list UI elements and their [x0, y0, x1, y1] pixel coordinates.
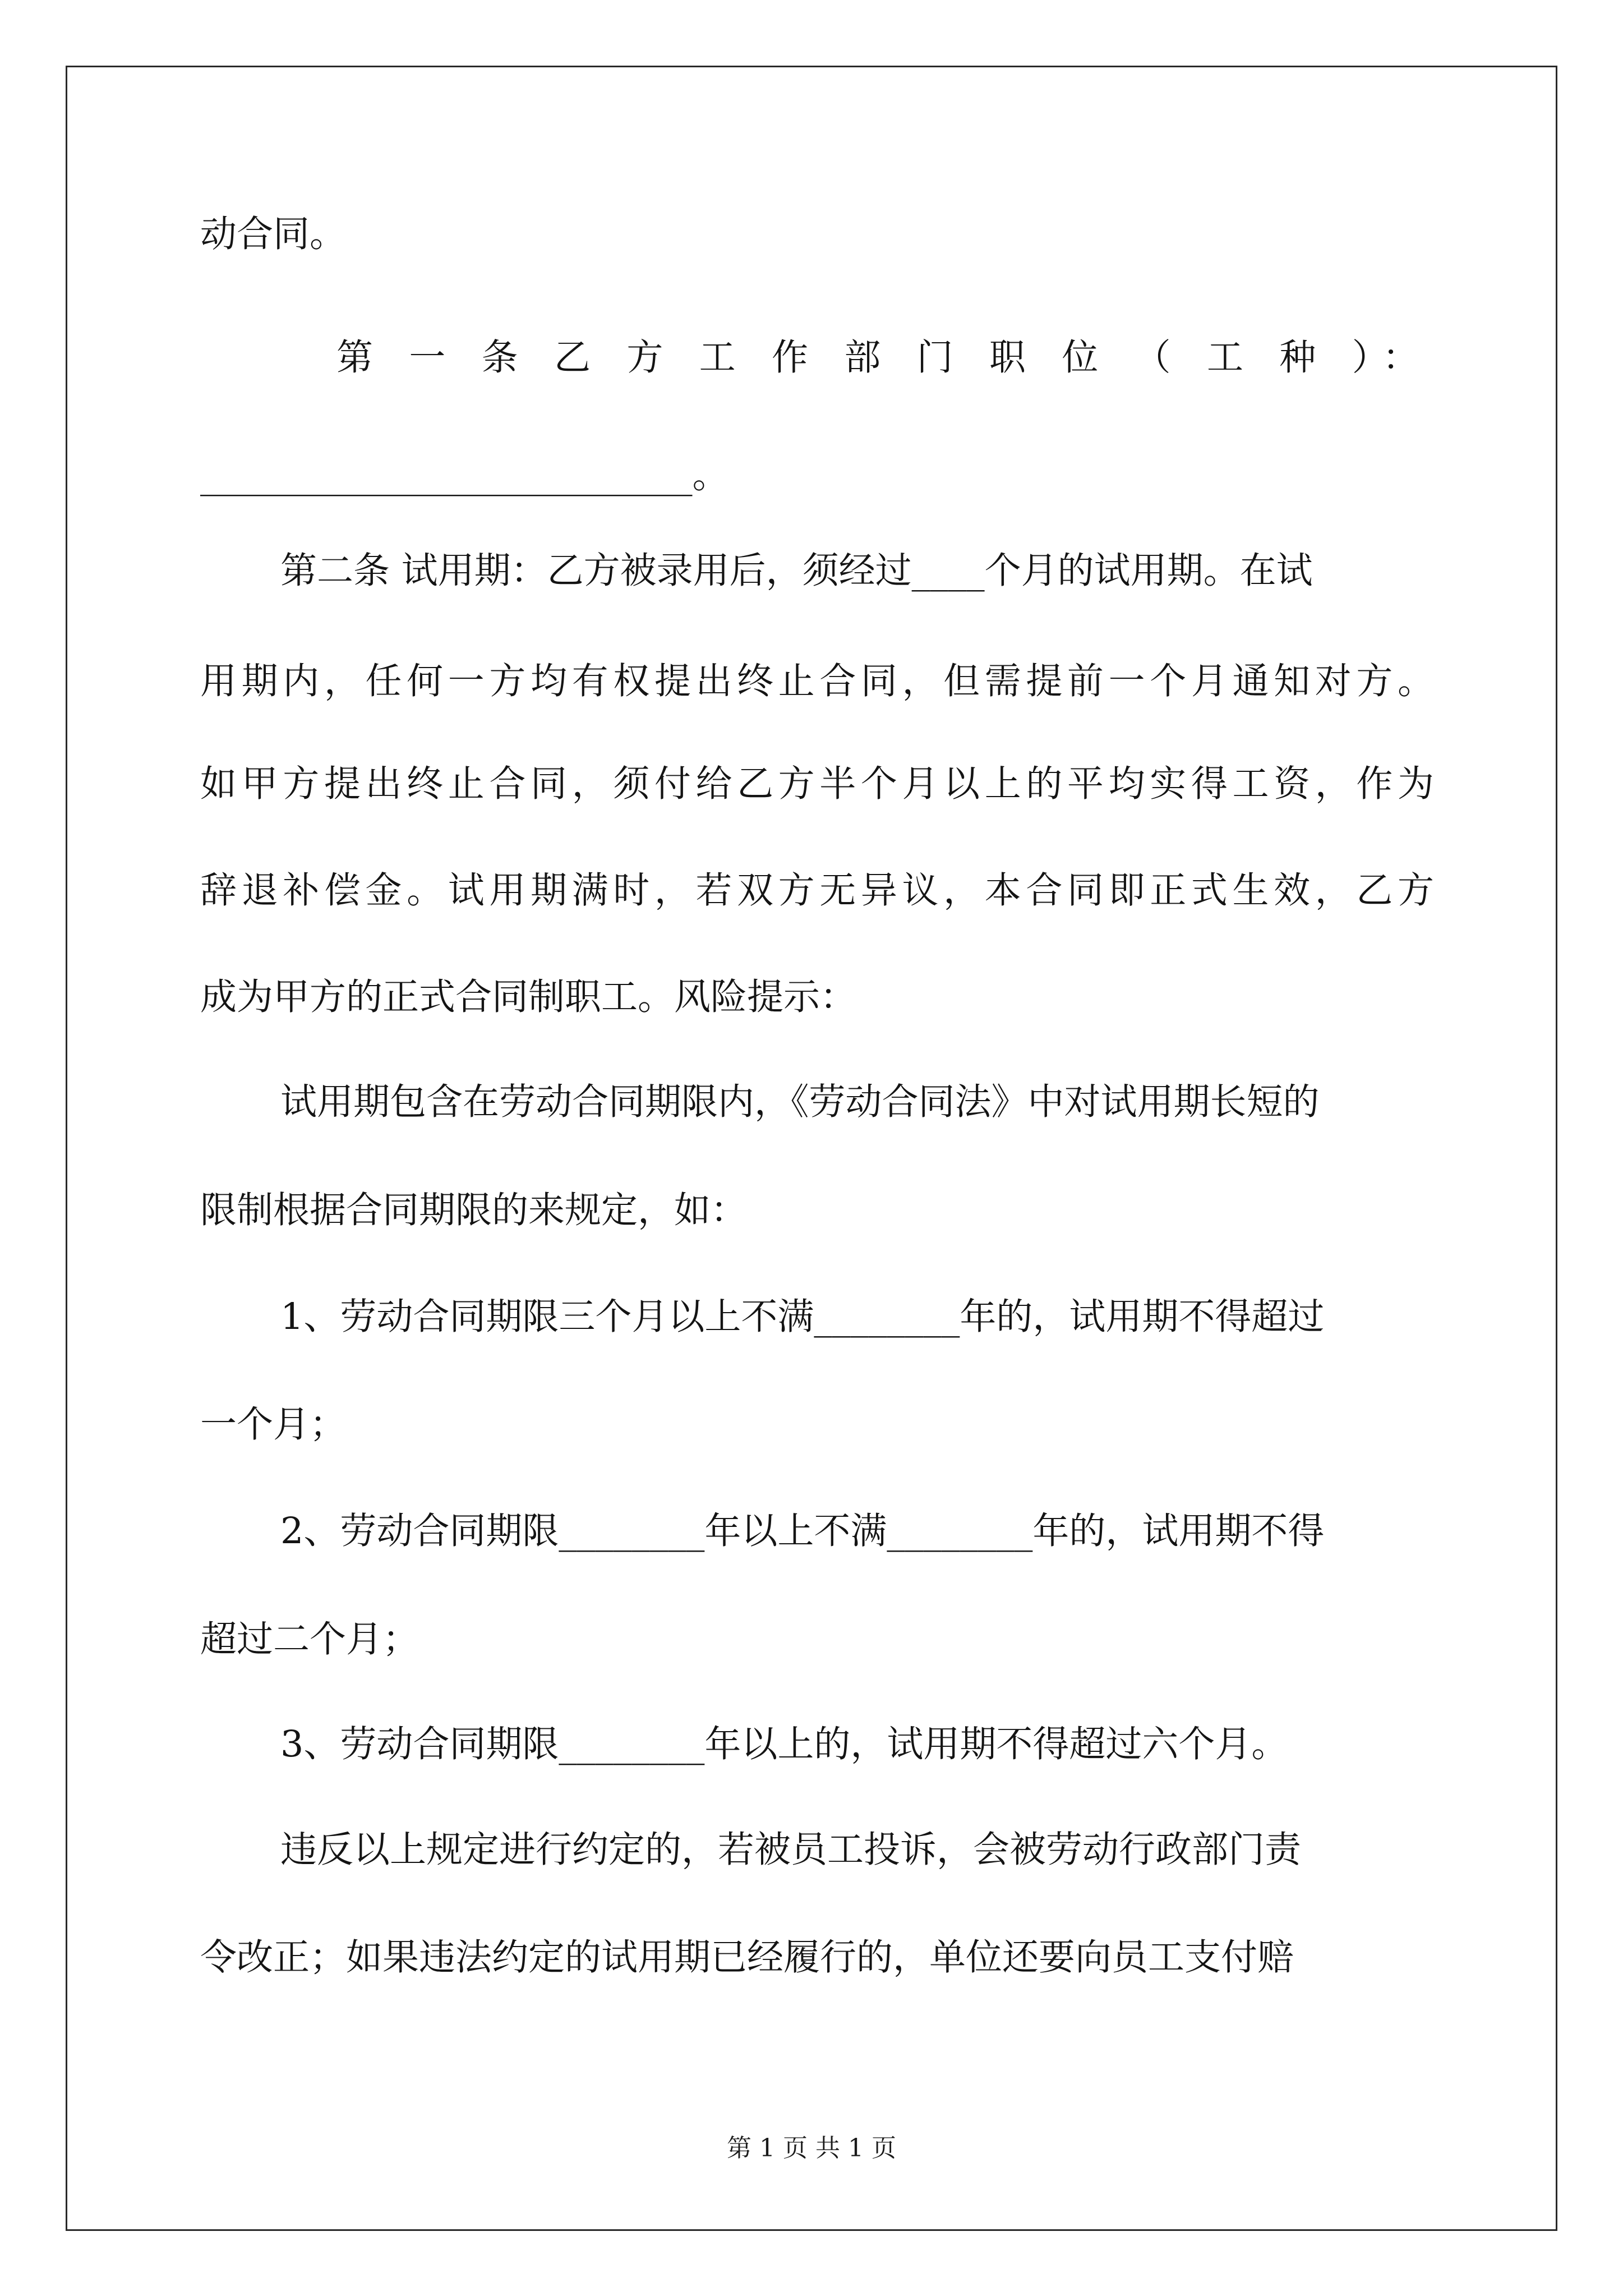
- page-number-footer: 第 1 页 共 1 页: [727, 2134, 896, 2162]
- blank-fill-line: ___________________________。: [200, 454, 729, 496]
- paragraph-line: 辞退补偿金。试用期满时，若双方无异议，本合同即正式生效，乙方: [200, 869, 1434, 912]
- paragraph-line: 动合同。: [200, 213, 347, 255]
- paragraph-line: 第二条 试用期：乙方被录用后，须经过____个月的试用期。在试: [280, 550, 1313, 592]
- paragraph-line: 用期内，任何一方均有权提出终止合同，但需提前一个月通知对方。: [200, 660, 1434, 702]
- paragraph-line: 超过二个月；: [200, 1618, 419, 1660]
- paragraph-line: 一个月；: [200, 1404, 347, 1446]
- paragraph-line: 限制根据合同期限的来规定，如：: [200, 1189, 748, 1231]
- page-border: [66, 66, 1557, 2231]
- paragraph-line: 成为甲方的正式合同制职工。风险提示：: [200, 976, 857, 1018]
- list-item-1: 1、劳动合同期限三个月以上不满________年的，试用期不得超过: [280, 1296, 1325, 1338]
- paragraph-line: 试用期包含在劳动合同期限内，《劳动合同法》中对试用期长短的: [280, 1081, 1320, 1123]
- article-one-heading: 第 一 条 乙 方 工 作 部 门 职 位 （ 工 种 ）：: [336, 337, 1419, 379]
- paragraph-line: 如甲方提出终止合同，须付给乙方半个月以上的平均实得工资，作为: [200, 763, 1434, 805]
- list-item-2: 2、劳动合同期限________年以上不满________年的，试用期不得: [280, 1510, 1325, 1552]
- list-item-3: 3、劳动合同期限________年以上的，试用期不得超过六个月。: [280, 1723, 1288, 1765]
- paragraph-line: 违反以上规定进行约定的，若被员工投诉，会被劳动行政部门责: [280, 1829, 1302, 1871]
- paragraph-line: 令改正；如果违法约定的试用期已经履行的，单位还要向员工支付赔: [200, 1936, 1294, 1978]
